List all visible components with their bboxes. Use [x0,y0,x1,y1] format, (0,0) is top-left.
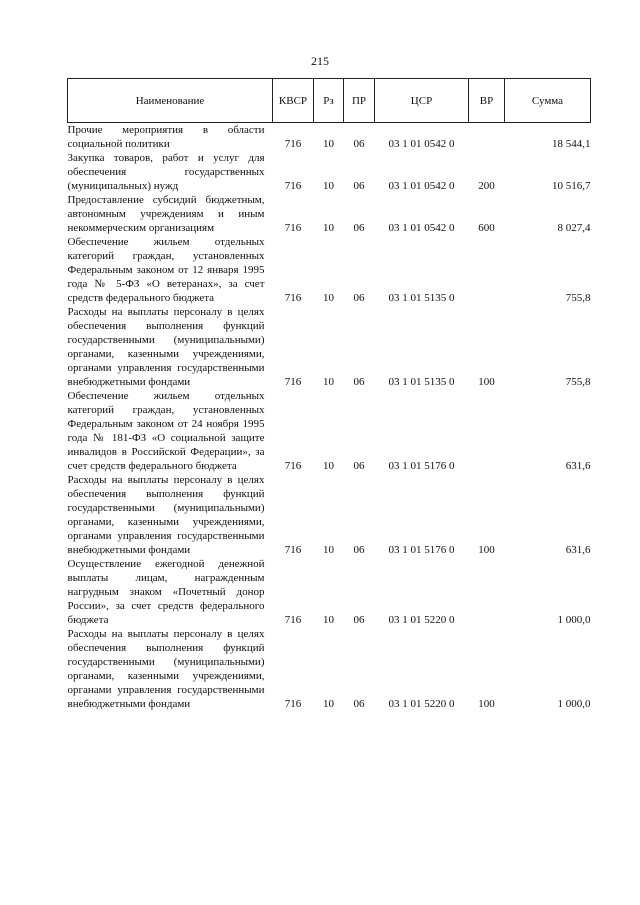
cell-rz: 10 [323,544,334,556]
cell-sum: 1 000,0 [557,698,591,710]
header-rz: Рз [314,79,344,123]
cell-kvsr: 716 [284,376,302,388]
cell-rz: 10 [323,180,334,192]
cell-sum: 8 027,4 [557,222,591,234]
header-kvsr: КВСР [273,79,314,123]
cell-rz: 10 [323,698,334,710]
cell-kvsr: 716 [284,222,302,234]
cell-kvsr: 716 [284,614,302,626]
cell-name: Прочие мероприятия в области социальной политики [67,124,265,150]
header-name: Наименование [68,79,273,123]
table-row [68,151,591,193]
cell-kvsr: 716 [284,544,302,556]
cell-name: Обеспечение жильем отдельных категорий граждан, установленных Федеральным законом от 12 января 1995 года № 5-ФЗ «О ветеранах», за счет средств федерального бюджета [67,236,265,304]
cell-vr: 600 [478,222,495,234]
table-row [68,473,591,557]
cell-csr: 03 1 01 5176 0 [388,544,455,556]
table-header-row [68,79,591,123]
cell-csr: 03 1 01 5176 0 [388,460,455,472]
page-number: 215 [311,54,329,68]
cell-sum: 10 516,7 [552,180,591,192]
table-row [68,235,591,305]
cell-pr: 06 [353,376,365,388]
cell-csr: 03 1 01 5135 0 [388,376,455,388]
cell-csr: 03 1 01 0542 0 [388,180,455,192]
cell-vr [469,389,505,473]
cell-csr: 03 1 01 0542 0 [388,138,455,150]
cell-vr [469,123,505,152]
cell-kvsr: 716 [284,292,302,304]
cell-pr: 06 [353,698,365,710]
cell-sum: 755,8 [565,292,591,304]
cell-pr: 06 [353,222,365,234]
cell-rz: 10 [323,376,334,388]
cell-kvsr: 716 [284,460,302,472]
cell-name: Предоставление субсидий бюджетным, автономным учреждениям и иным некоммерческим организациям [67,194,265,234]
cell-csr: 03 1 01 5135 0 [388,292,455,304]
budget-table [67,78,590,711]
cell-sum: 631,6 [565,460,591,472]
header-sum: Сумма [505,79,591,123]
table-row [68,627,591,711]
cell-pr: 06 [353,138,365,150]
cell-name: Расходы на выплаты персоналу в целях обеспечения выполнения функций государственными (муниципальными) органами, казенными учреждениями, органами управления государственными внебюджетными фондами [67,474,265,556]
header-csr: ЦСР [375,79,469,123]
cell-csr: 03 1 01 5220 0 [388,614,455,626]
cell-vr: 100 [478,376,495,388]
cell-vr [469,557,505,627]
cell-rz: 10 [323,460,334,472]
cell-pr: 06 [353,614,365,626]
table-row [68,193,591,235]
cell-name: Закупка товаров, работ и услуг для обеспечения государственных (муниципальных) нужд [67,152,265,192]
cell-pr: 06 [353,544,365,556]
cell-sum: 631,6 [565,544,591,556]
cell-csr: 03 1 01 0542 0 [388,222,455,234]
header-vr: ВР [469,79,505,123]
cell-vr: 100 [478,544,495,556]
table-row [68,123,591,152]
cell-pr: 06 [353,292,365,304]
table-row [68,389,591,473]
cell-pr: 06 [353,460,365,472]
header-pr: ПР [344,79,375,123]
cell-pr: 06 [353,180,365,192]
table-row [68,557,591,627]
cell-sum: 18 544,1 [552,138,591,150]
cell-csr: 03 1 01 5220 0 [388,698,455,710]
cell-vr: 200 [478,180,495,192]
cell-kvsr: 716 [284,138,302,150]
cell-kvsr: 716 [284,180,302,192]
cell-rz: 10 [323,292,334,304]
cell-name: Обеспечение жильем отдельных категорий граждан, установленных Федеральным законом от 24 ноября 1995 года № 181-ФЗ «О социальной защите инвалидов в Российской Федерации», за счет средств федерального бюджета [67,390,265,472]
cell-name: Осуществление ежегодной денежной выплаты лицам, награжденным нагрудным знаком «Почетный донор России», за счет средств федерального бюджета [67,558,265,626]
cell-sum: 755,8 [565,376,591,388]
cell-kvsr: 716 [284,698,302,710]
cell-rz: 10 [323,222,334,234]
cell-vr: 100 [478,698,495,710]
cell-rz: 10 [323,614,334,626]
cell-sum: 1 000,0 [557,614,591,626]
cell-name: Расходы на выплаты персоналу в целях обеспечения выполнения функций государственными (муниципальными) органами, казенными учреждениями, органами управления государственными внебюджетными фондами [67,306,265,388]
cell-rz: 10 [323,138,334,150]
table-row [68,305,591,389]
cell-vr [469,235,505,305]
cell-name: Расходы на выплаты персоналу в целях обеспечения выполнения функций государственными (муниципальными) органами, казенными учреждениями, органами управления государственными внебюджетными фондами [67,628,265,710]
